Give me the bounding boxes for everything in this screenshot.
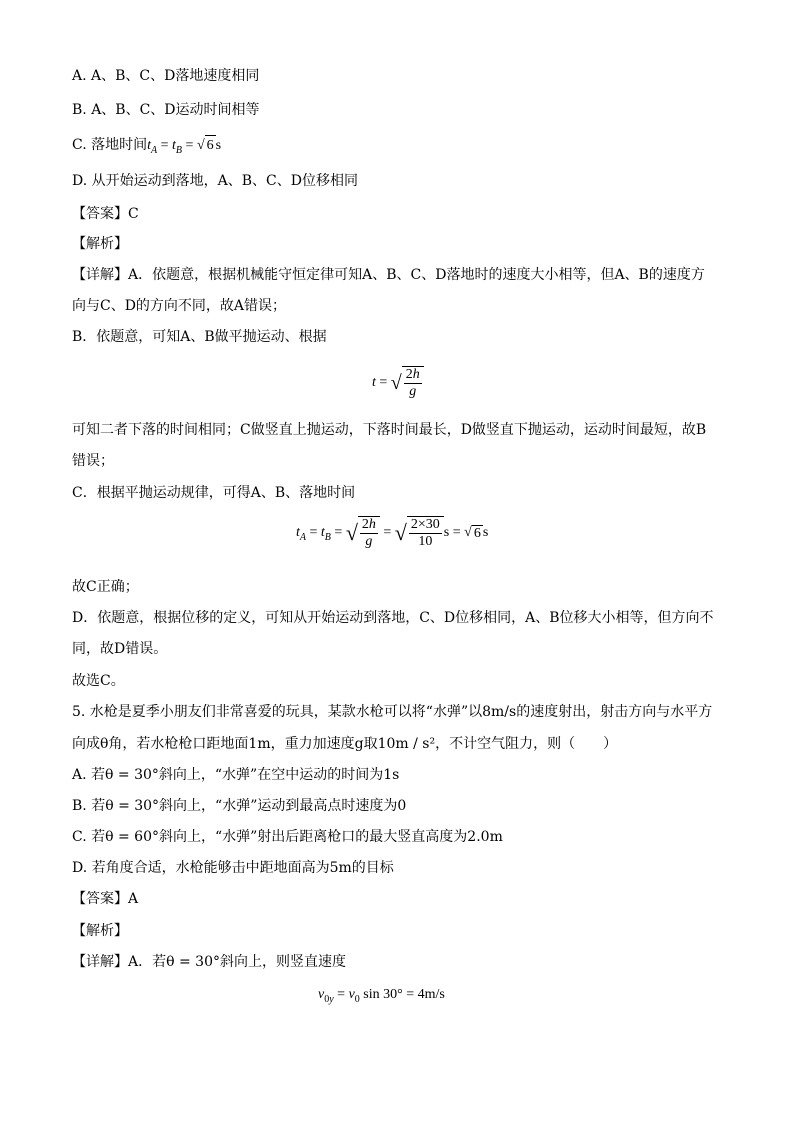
q4-analysis-label: 【解析】 — [72, 236, 128, 252]
q5-answer: 【答案】A — [72, 891, 139, 907]
q4-detail-b-line3: 错误； — [72, 453, 114, 469]
q4-option-c — [72, 135, 722, 161]
q4-detail-d-line2: 同，故D错误。 — [72, 641, 168, 657]
q5-analysis-label: 【解析】 — [72, 923, 128, 939]
formula-t-sqrt-2h-g: t = √ $\frac{2h}{g}$ — [372, 366, 424, 400]
q4-detail-a-line2: 向与C、D的方向不同，故A错误； — [72, 298, 287, 314]
q4-conclusion: 故选C。 — [72, 673, 125, 689]
q5-option-b: B. 若θ = 30°斜向上，“水弹”运动到最高点时速度为0 — [72, 798, 407, 814]
q4-option-d: D. 从开始运动到落地，A、B、C、D位移相同 — [72, 173, 358, 189]
q4-option-c-formula: $t_A = t_B$ = √ 6 s — [147, 138, 221, 153]
q4-detail-c-line1: C．根据平抛运动规律，可得A、B、落地时间 — [72, 485, 356, 501]
q4-detail-b-line1: B．依题意，可知A、B做平抛运动、根据 — [72, 329, 327, 345]
formula-v0y: $v_{0y} = v_0$ sin 30° = 4m/s — [318, 987, 445, 1005]
q4-option-a: A. A、B、C、D落地速度相同 — [72, 68, 260, 84]
q4-answer: 【答案】C — [72, 206, 139, 222]
q5-option-d: D. 若角度合适，水枪能够击中距地面高为5m的目标 — [72, 860, 394, 876]
q5-option-a: A. 若θ = 30°斜向上，“水弹”在空中运动的时间为1s — [72, 767, 400, 783]
q5-stem-line1: 5. 水枪是夏季小朋友们非常喜爱的玩具，某款水枪可以将“水弹”以8m/s的速度射出，射击方向与水平方 — [72, 704, 713, 720]
q4-detail-a-line1: 【详解】A．依题意，根据机械能守恒定律可知A、B、C、D落地时的速度大小相等，但A、B的速度方 — [72, 267, 705, 283]
q5-stem-line2: 向成θ角，若水枪枪口距地面1m，重力加速度g取10m / s²，不计空气阻力，则（ ） — [72, 736, 618, 752]
formula-ta-tb: $t_A = t_B$ = √ $\frac{2h}{g}$ = √ $\frac{2\times 30}{10}$ s = √ 6 s — [296, 517, 489, 549]
q5-detail-a-line1: 【详解】A．若θ = 30°斜向上，则竖直速度 — [72, 954, 346, 970]
q5-option-c: C. 若θ = 60°斜向上，“水弹”射出后距离枪口的最大竖直高度为2.0m — [72, 829, 503, 845]
q4-detail-d-line1: D．依题意，根据位移的定义，可知从开始运动到落地，C、D位移相同，A、B位移大小相等，但方向不 — [72, 610, 714, 626]
q4-detail-c-line2: 故C正确； — [72, 579, 139, 595]
q4-option-c-text: C. 落地时间 — [72, 137, 148, 153]
q4-detail-b-line2: 可知二者下落的时间相同；C做竖直上抛运动，下落时间最长，D做竖直下抛运动，运动时间最短，故B — [72, 422, 707, 438]
q4-option-b: B. A、B、C、D运动时间相等 — [72, 102, 260, 118]
